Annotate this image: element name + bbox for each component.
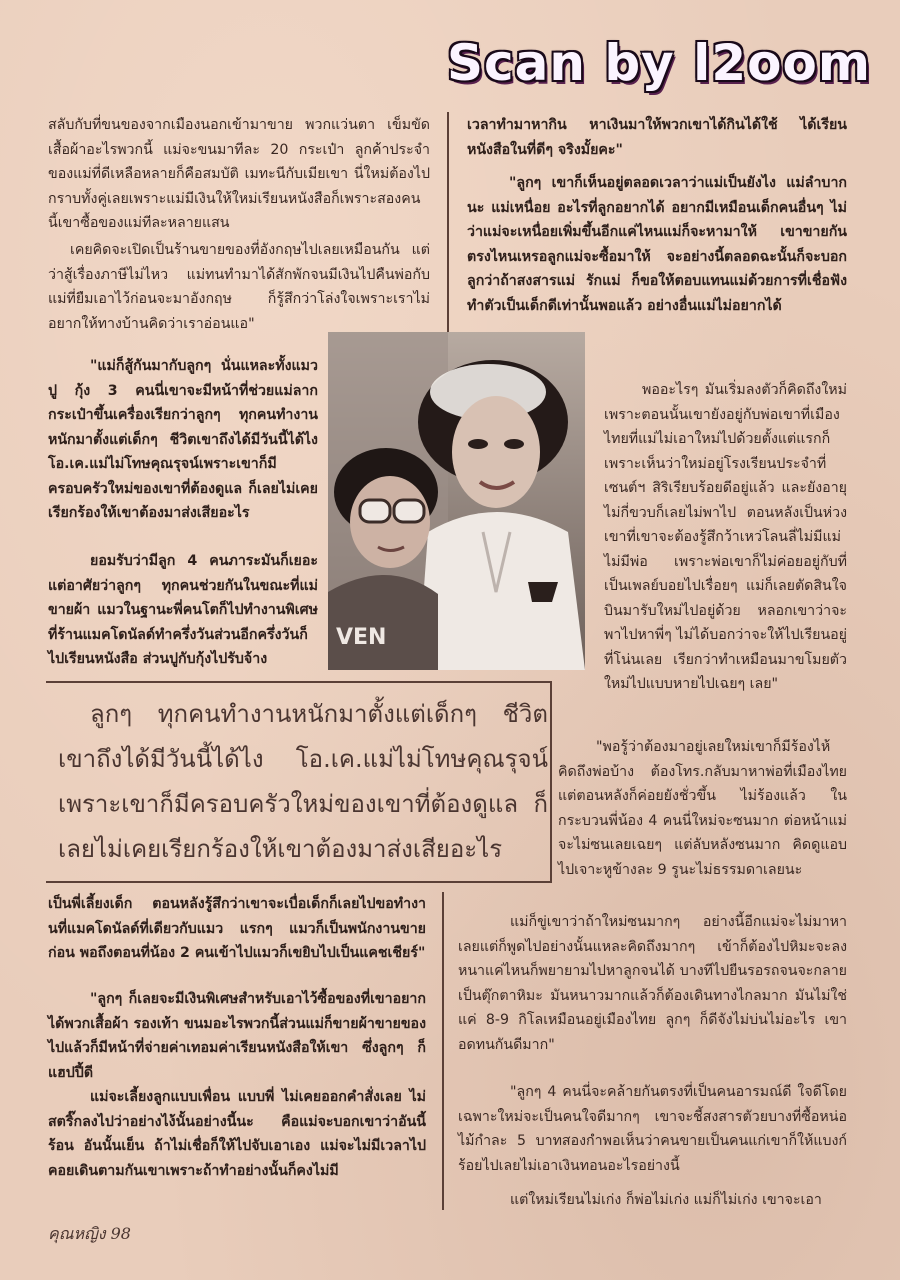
column-divider-top bbox=[447, 112, 449, 334]
scanner-watermark: Scan by l2oom bbox=[447, 34, 871, 92]
right-paragraph-4: "พอรู้ว่าต้องมาอยู่เลยใหม่เขาก็มีร้องไห้คิดถึงพ่อบ้าง ต้องโทร.กลับมาหาพ่อที่เมืองไทย แต่ตอนหลังก็ค่อยยังชั่วขึ้น ไม่ร้องแล้ว ในกระบวนพี่น้อง 4 คนนี่ใหม่จะซนมาก ต่อหน้าแม่จะไม่ซนเลยเฉยๆ แต่ลับหลังซนมาก คิดดูแอบไปเจาะหูข้างละ 9 รูนะไม่ธรรมดาเลยนะ bbox=[558, 739, 847, 878]
photo-illustration bbox=[328, 332, 585, 670]
right-paragraph-1: เวลาทำมาหากิน หาเงินมาให้พวกเขาได้กินได้ใช้ ได้เรียนหนังสือในที่ดีๆ จริงมั้ยคะ" bbox=[467, 117, 847, 158]
left-paragraph-6: "ลูกๆ ก็เลยจะมีเงินพิเศษสำหรับเอาไว้ซื้อของที่เขาอยากได้พวกเสื้อผ้า รองเท้า ขนมอะไรพวกนี้ส่วนแม่ก็ขายผ้าขายของไปแล้วก็มีหน้าที่จ่ายค่าเทอมค่าเรียนหนังสือให้เขา ซึ่งลูกๆ ก็แฮปปี้ดี bbox=[48, 991, 426, 1081]
mother-and-son-photo bbox=[328, 332, 585, 670]
right-paragraph-3: พออะไรๆ มันเริ่มลงตัวก็คิดถึงใหม่เพราะตอนนั้นเขายังอยู่กับพ่อเขาที่เมืองไทยที่แม่ไม่เอาใหม่ไปด้วยตั้งแต่แรกก็เพราะเห็นว่าใหม่อยู่โรงเรียนประจำที่เซนต์ฯ สิริเรียบร้อยดีอยู่แล้ว และยังอายุไม่กี่ขวบก็เลยไม่พาไป ตอนหลังเป็นห่วงเขาที่เขาจะต้องรู้สึกว้าเหว่โลนลี่ไม่มีแม่ ไม่มีพ่อ เพราะพ่อเขาก็ไม่ค่อยอยู่กับที่เป็นเพลย์บอยไปเรื่อยๆ แม่ก็เลยตัดสินใจบินมารับใหม่ไปอยู่ด้วย หลอกเขาว่าจะพาไปหาพี่ๆ ไม่ได้บอกว่าจะให้ไปเรียนอยู่ที่โน่นเลย เรียกว่าทำเหมือนมาขโมยตัวใหม่ไปแบบหายไปเฉยๆ เลย" bbox=[604, 382, 847, 692]
right-paragraph-2: "ลูกๆ เขาก็เห็นอยู่ตลอดเวลาว่าแม่เป็นยังไง แม่ลำบากนะ แม่เหนื่อย อะไรที่ลูกอยากได้ อยากมีเหมือนเด็กคนอื่นๆ ไม่ว่าแม่จะเหนื่อยเพิ่มขึ้นอีกแค่ไหนแม่ก็จะหามาให้ เขาขายกันตรงไหนเหรอลูกแม่จะซื้อมาให้ จะอย่างนี้ตลอดฉะนั้นก็จะบอกลูกว่าถ้าสงสารแม่ รักแม่ ก็ขอให้ตอบแทนแม่ด้วยการที่เชื่อฟังทำตัวเป็นเด็กดีเท่านั้นพอแล้ว อย่างอื่นแม่ไม่อยากได้ bbox=[467, 175, 847, 314]
right-paragraph-7: แต่ใหม่เรียนไม่เก่ง ก็พ่อไม่เก่ง แม่ก็ไม่เก่ง เขาจะเอา bbox=[510, 1192, 822, 1208]
pullquote-right-rule bbox=[550, 681, 552, 881]
left-paragraph-7: แม่จะเลี้ยงลูกแบบเพื่อน แบบพี่ ไม่เคยออกคำสั่งเลย ไม่สตริ๊กลงไปว่าอย่างไง้นั้นอย่างนี้นะ คือแม่จะบอกเขาว่าอันนี้ร้อน อันนั้นเย็น ถ้าไม่เชื่อก็ให้ไปจับเอาเอง แม่จะไม่มีเวลาไปคอยเดินตามกันเขาเพราะถ้าทำอย่างนั้นก็คงไม่มี bbox=[48, 1089, 426, 1179]
left-paragraph-2: เคยคิดจะเปิดเป็นร้านขายของที่อังกฤษไปเลยเหมือนกัน แต่ว่าสู้เรื่องภาษีไม่ไหว แม่ทนทำมาได้สักพักจนมีเงินไปคืนพ่อกับแม่ที่ยืมเอาไว้ก่อนจะมาอังกฤษ ก็รู้สึกว่าโล่งใจเพราะเราไม่อยากให้ทางบ้านคิดว่าเราอ่อนแอ" bbox=[48, 242, 430, 332]
right-paragraph-5: แม่ก็ขู่เขาว่าถ้าใหม่ซนมากๆ อย่างนี้อีกแม่จะไม่มาหาเลยแต่ก็พูดไปอย่างนั้นแหละคิดถึงมากๆ เข้าก็ต้องไปหิมะจะลงหนาแค่ไหนก็พยายามไปหาลูกจนได้ บางทีไปยืนรอรถจนจะกลายเป็นตุ๊กตาหิมะ มันหนาวมากแล้วก็ต้องเดินทางไกลมาก มันไม่ใช่แค่ 8-9 กิโลเหมือนอยู่เมืองไทย ลูกๆ ก็ดีจังไม่บ่นไม่อะไร เขาอดทนกันดีมาก" bbox=[458, 914, 847, 1053]
pullquote-bottom-rule bbox=[46, 881, 552, 883]
left-paragraph-3: "แม่ก็สู้กันมากับลูกๆ นั่นแหละทั้งแมว ปู กุ้ง 3 คนนี่เขาจะมีหน้าที่ช่วยแม่ลากกระเป๋าขึ้นเครื่องเรียกว่าลูกๆ ทุกคนทำงานหนักมาตั้งแต่เด็กๆ ชีวิตเขาถึงได้มีวันนี้ได้ไง โอ.เค.แม่ไม่โทษคุณรุจน์เพราะเขาก็มีครอบครัวใหม่ของเขาที่ต้องดูแล ก็เลยไม่เคยเรียกร้องให้เขาต้องมาส่งเสียอะไร bbox=[48, 358, 318, 521]
page-footer: คุณหญิง 98 bbox=[48, 1224, 131, 1243]
left-paragraph-5: เป็นพี่เลี้ยงเด็ก ตอนหลังรู้สึกว่าเขาจะเบื่อเด็กก็เลยไปขอทำงานที่แมคโดนัลด์ที่เดียวกับแมว แรกๆ แมวก็เป็นพนักงานขายก่อน พอถึงตอนที่น้อง 2 คนเข้าไปแมวก็เขยิบไปเป็นแคชเชียร์" bbox=[48, 896, 426, 961]
shirt-text: VEN bbox=[336, 625, 387, 650]
column-divider-bottom bbox=[442, 892, 444, 1210]
right-paragraph-6: "ลูกๆ 4 คนนี่จะคล้ายกันตรงที่เป็นคนอารมณ์ดี ใจดีโดยเฉพาะใหม่จะเป็นคนใจดีมากๆ เขาจะชี้สงสารตัวยบางที่ซื้อหน่อไม้กำละ 5 บาทสองกำพอเห็นว่าคนขายเป็นคนแก่เขาก็ให้แบงก์ร้อยไปเลยไม่เอาเงินทอนอะไรอย่างนี้ bbox=[458, 1084, 847, 1174]
pullquote: ลูกๆ ทุกคนทำงานหนักมาตั้งแต่เด็กๆ ชีวิตเขาถึงได้มีวันนี้ได้ไง โอ.เค.แม่ไม่โทษคุณรุจน์เพราะเขาก็มีครอบครัวใหม่ของเขาที่ต้องดูแล ก็เลยไม่เคยเรียกร้องให้เขาต้องมาส่งเสียอะไร bbox=[58, 700, 548, 863]
left-paragraph-4: ยอมรับว่ามีลูก 4 คนภาระมันก็เยอะแต่อาศัยว่าลูกๆ ทุกคนช่วยกันในขณะที่แม่ขายผ้า แมวในฐานะพี่คนโตก็ไปทำงานพิเศษที่ร้านแมคโดนัลด์ทำครึ่งวันส่วนอีกครึ่งวันก็ไปเรียนหนังสือ ส่วนปูกับกุ้งไปรับจ้าง bbox=[48, 553, 318, 667]
pullquote-top-rule bbox=[46, 681, 552, 683]
left-paragraph-1: สลับกับที่ขนของจากเมืองนอกเข้ามาขาย พวกแว่นตา เข็มขัด เสื้อผ้าอะไรพวกนี้ แม่จะขนมาทีละ 20 กระเป๋า ลูกค้าประจำของแม่ที่ดีเหลือหลายก็คือสมบัติ เมทะนีกับเมียเขา นี่ใหม่ต้องไปกราบทั้งคู่เลยเพราะแม่มีเงินให้ใหม่เรียนหนังสือก็เพราะสองคนนี้เขาซื้อของแม่ทีละหลายแสน bbox=[48, 117, 430, 231]
